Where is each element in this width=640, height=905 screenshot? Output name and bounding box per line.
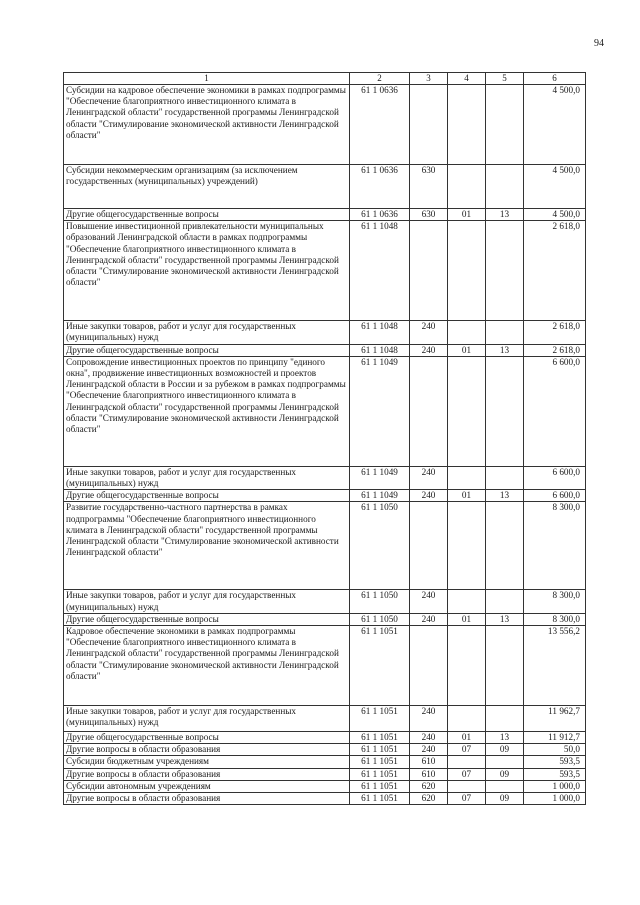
table-row xyxy=(64,626,586,706)
cell-code: 61 1 1050 xyxy=(350,613,410,625)
cell-expense-type: 630 xyxy=(410,165,448,209)
cell-subsection xyxy=(486,85,524,165)
cell-code: 61 1 1048 xyxy=(350,321,410,344)
cell-name: Повышение инвестиционной привлекательности муниципальных образований Ленинградской области в рамках подпрограммы "Обеспечение благоприятного инвестиционного климата в Ленинградской области" государственной программы Ленинградской области "Стимулирование экономической активности Ленинградской области" xyxy=(64,221,350,321)
cell-subsection: 13 xyxy=(486,732,524,744)
cell-name: Кадровое обеспечение экономики в рамках подпрограммы "Обеспечение благоприятного инвестиционного климата в Ленинградской области" государственной программы Ленинградской области "Стимулирование экономической активности Ленинградской области" xyxy=(64,626,350,706)
cell-expense-type xyxy=(410,221,448,321)
table-row xyxy=(64,744,586,756)
cell-subsection xyxy=(486,466,524,489)
cell-expense-type: 240 xyxy=(410,590,448,613)
table-row xyxy=(64,209,586,221)
cell-amount: 50,0 xyxy=(524,744,586,756)
cell-subsection xyxy=(486,780,524,792)
cell-amount: 6 600,0 xyxy=(524,466,586,489)
cell-amount: 11 962,7 xyxy=(524,706,586,732)
cell-expense-type xyxy=(410,85,448,165)
cell-name: Иные закупки товаров, работ и услуг для государственных (муниципальных) нужд xyxy=(64,706,350,732)
cell-subsection xyxy=(486,706,524,732)
cell-amount: 593,5 xyxy=(524,756,586,768)
cell-subsection: 13 xyxy=(486,613,524,625)
header-col-3: 3 xyxy=(410,73,448,85)
cell-code: 61 1 1050 xyxy=(350,590,410,613)
cell-code: 61 1 1051 xyxy=(350,706,410,732)
cell-code: 61 1 1051 xyxy=(350,756,410,768)
cell-expense-type: 240 xyxy=(410,613,448,625)
cell-name: Иные закупки товаров, работ и услуг для государственных (муниципальных) нужд xyxy=(64,590,350,613)
cell-section xyxy=(448,466,486,489)
cell-subsection xyxy=(486,756,524,768)
table-row xyxy=(64,613,586,625)
cell-section xyxy=(448,706,486,732)
cell-code: 61 1 0636 xyxy=(350,165,410,209)
cell-subsection xyxy=(486,356,524,466)
cell-code: 61 1 1049 xyxy=(350,490,410,502)
cell-section xyxy=(448,356,486,466)
cell-amount: 4 500,0 xyxy=(524,209,586,221)
cell-code: 61 1 1051 xyxy=(350,768,410,780)
table-row xyxy=(64,780,586,792)
cell-amount: 8 300,0 xyxy=(524,502,586,590)
cell-amount: 1 000,0 xyxy=(524,780,586,792)
cell-code: 61 1 1048 xyxy=(350,344,410,356)
cell-name: Развитие государственно-частного партнерства в рамках подпрограммы "Обеспечение благоприятного инвестиционного климата в Ленинградской области" государственной программы Ленинградской области "Стимулирование экономической активности Ленинградской области" xyxy=(64,502,350,590)
cell-code: 61 1 0636 xyxy=(350,85,410,165)
cell-code: 61 1 1048 xyxy=(350,221,410,321)
cell-name: Другие вопросы в области образования xyxy=(64,744,350,756)
cell-section xyxy=(448,756,486,768)
cell-code: 61 1 1051 xyxy=(350,732,410,744)
table-row xyxy=(64,344,586,356)
cell-name: Другие общегосударственные вопросы xyxy=(64,209,350,221)
cell-section xyxy=(448,321,486,344)
table-row xyxy=(64,793,586,805)
cell-expense-type: 240 xyxy=(410,732,448,744)
cell-subsection: 09 xyxy=(486,793,524,805)
cell-amount: 13 556,2 xyxy=(524,626,586,706)
cell-expense-type: 630 xyxy=(410,209,448,221)
table-row xyxy=(64,490,586,502)
cell-name: Иные закупки товаров, работ и услуг для государственных (муниципальных) нужд xyxy=(64,466,350,489)
cell-subsection xyxy=(486,321,524,344)
cell-code: 61 1 1049 xyxy=(350,356,410,466)
cell-subsection xyxy=(486,502,524,590)
cell-expense-type: 240 xyxy=(410,344,448,356)
cell-subsection: 13 xyxy=(486,490,524,502)
table-row xyxy=(64,706,586,732)
cell-amount: 2 618,0 xyxy=(524,344,586,356)
cell-name: Субсидии бюджетным учреждениям xyxy=(64,756,350,768)
cell-name: Другие общегосударственные вопросы xyxy=(64,344,350,356)
cell-expense-type: 240 xyxy=(410,321,448,344)
cell-name: Субсидии автономным учреждениям xyxy=(64,780,350,792)
cell-name: Другие вопросы в области образования xyxy=(64,793,350,805)
cell-name: Другие общегосударственные вопросы xyxy=(64,732,350,744)
cell-name: Другие вопросы в области образования xyxy=(64,768,350,780)
cell-section xyxy=(448,780,486,792)
cell-section: 07 xyxy=(448,744,486,756)
cell-amount: 6 600,0 xyxy=(524,490,586,502)
table-row xyxy=(64,321,586,344)
cell-section: 01 xyxy=(448,344,486,356)
cell-expense-type: 240 xyxy=(410,706,448,732)
header-col-5: 5 xyxy=(486,73,524,85)
table-body xyxy=(64,85,586,805)
cell-subsection: 13 xyxy=(486,344,524,356)
cell-name: Субсидии на кадровое обеспечение экономики в рамках подпрограммы "Обеспечение благоприятного инвестиционного климата в Ленинградской области" государственной программы Ленинградской области "Стимулирование экономической активности Ленинградской области" xyxy=(64,85,350,165)
cell-section xyxy=(448,590,486,613)
budget-table xyxy=(63,72,586,805)
cell-section xyxy=(448,221,486,321)
header-col-6: 6 xyxy=(524,73,586,85)
cell-code: 61 1 0636 xyxy=(350,209,410,221)
cell-amount: 6 600,0 xyxy=(524,356,586,466)
cell-code: 61 1 1049 xyxy=(350,466,410,489)
cell-section: 07 xyxy=(448,793,486,805)
cell-expense-type: 620 xyxy=(410,793,448,805)
cell-subsection xyxy=(486,590,524,613)
cell-section xyxy=(448,165,486,209)
cell-expense-type xyxy=(410,502,448,590)
cell-expense-type: 620 xyxy=(410,780,448,792)
cell-subsection: 09 xyxy=(486,768,524,780)
cell-amount: 11 912,7 xyxy=(524,732,586,744)
cell-section: 01 xyxy=(448,613,486,625)
cell-expense-type: 240 xyxy=(410,744,448,756)
cell-section: 01 xyxy=(448,490,486,502)
header-row xyxy=(64,73,586,85)
cell-amount: 4 500,0 xyxy=(524,165,586,209)
cell-expense-type: 610 xyxy=(410,768,448,780)
cell-expense-type xyxy=(410,626,448,706)
page-number: 94 xyxy=(594,38,604,49)
table-row xyxy=(64,466,586,489)
cell-subsection: 09 xyxy=(486,744,524,756)
table-row xyxy=(64,85,586,165)
cell-expense-type: 610 xyxy=(410,756,448,768)
cell-name: Другие общегосударственные вопросы xyxy=(64,490,350,502)
header-col-4: 4 xyxy=(448,73,486,85)
cell-section: 01 xyxy=(448,732,486,744)
table-row xyxy=(64,732,586,744)
table-row xyxy=(64,756,586,768)
cell-subsection xyxy=(486,165,524,209)
cell-section xyxy=(448,85,486,165)
table-row xyxy=(64,590,586,613)
cell-subsection: 13 xyxy=(486,209,524,221)
table-row xyxy=(64,221,586,321)
table-row xyxy=(64,165,586,209)
cell-section: 01 xyxy=(448,209,486,221)
cell-amount: 2 618,0 xyxy=(524,321,586,344)
cell-code: 61 1 1051 xyxy=(350,780,410,792)
table-row xyxy=(64,356,586,466)
header-col-2: 2 xyxy=(350,73,410,85)
cell-name: Иные закупки товаров, работ и услуг для государственных (муниципальных) нужд xyxy=(64,321,350,344)
cell-amount: 8 300,0 xyxy=(524,613,586,625)
cell-amount: 593,5 xyxy=(524,768,586,780)
cell-name: Другие общегосударственные вопросы xyxy=(64,613,350,625)
cell-code: 61 1 1050 xyxy=(350,502,410,590)
cell-amount: 4 500,0 xyxy=(524,85,586,165)
cell-section xyxy=(448,626,486,706)
header-col-1: 1 xyxy=(64,73,350,85)
table-row xyxy=(64,768,586,780)
cell-code: 61 1 1051 xyxy=(350,744,410,756)
cell-expense-type xyxy=(410,356,448,466)
cell-amount: 2 618,0 xyxy=(524,221,586,321)
cell-section xyxy=(448,502,486,590)
cell-code: 61 1 1051 xyxy=(350,626,410,706)
cell-name: Сопровождение инвестиционных проектов по принципу "единого окна", продвижение инвестиционных возможностей и проектов Ленинградской области в России и за рубежом в рамках подпрограммы "Обеспечение благоприятного инвестиционного климата в Ленинградской области" государственной программы Ленинградской области "Стимулирование экономической активности Ленинградской области" xyxy=(64,356,350,466)
cell-name: Субсидии некоммерческим организациям (за исключением государственных (муниципальных) учреждений) xyxy=(64,165,350,209)
cell-amount: 8 300,0 xyxy=(524,590,586,613)
cell-section: 07 xyxy=(448,768,486,780)
cell-subsection xyxy=(486,221,524,321)
cell-code: 61 1 1051 xyxy=(350,793,410,805)
table-row xyxy=(64,502,586,590)
cell-expense-type: 240 xyxy=(410,466,448,489)
cell-expense-type: 240 xyxy=(410,490,448,502)
cell-amount: 1 000,0 xyxy=(524,793,586,805)
cell-subsection xyxy=(486,626,524,706)
